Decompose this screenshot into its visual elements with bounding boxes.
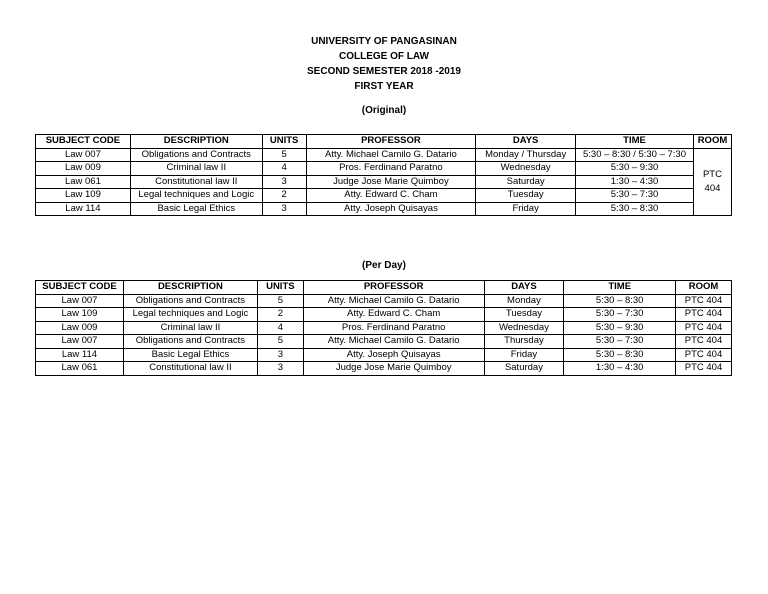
table-cell: PTC 404 — [676, 348, 732, 362]
table-cell: Monday / Thursday — [476, 148, 576, 162]
room-line: 404 — [704, 182, 721, 194]
column-header: UNITS — [257, 281, 303, 295]
column-header: ROOM — [676, 281, 732, 295]
table-cell: Tuesday — [476, 189, 576, 203]
original-label: (Original) — [361, 105, 407, 116]
table-cell: 4 — [257, 321, 303, 335]
table-cell: Judge Jose Marie Quimboy — [306, 175, 476, 189]
table-cell: 5:30 – 7:30 — [564, 335, 676, 349]
table-cell: Law 007 — [36, 294, 124, 308]
table-cell: Atty. Joseph Quisayas — [306, 202, 476, 216]
table-cell: Law 061 — [36, 175, 131, 189]
table-cell: Atty. Michael Camilo G. Datario — [303, 335, 484, 349]
table-cell: Atty. Edward C. Cham — [306, 189, 476, 203]
university-name: UNIVERSITY OF PANGASINAN — [311, 36, 457, 47]
per-day-schedule-table — [35, 280, 732, 376]
table-cell: Law 109 — [36, 308, 124, 322]
table-cell: Obligations and Contracts — [123, 294, 257, 308]
table-cell: 3 — [262, 202, 306, 216]
table-cell: Constitutional law II — [123, 362, 257, 376]
table-cell: 5:30 – 8:30 — [564, 294, 676, 308]
table-row — [36, 335, 732, 349]
table-cell: Basic Legal Ethics — [123, 348, 257, 362]
table-cell: Saturday — [484, 362, 564, 376]
table-row — [36, 348, 732, 362]
table-row — [36, 202, 732, 216]
table-row — [36, 162, 732, 176]
table-cell: 5:30 – 9:30 — [564, 321, 676, 335]
table-cell: 1:30 – 4:30 — [564, 362, 676, 376]
table-cell: Law 009 — [36, 162, 131, 176]
table-cell: 5 — [257, 335, 303, 349]
table-cell: 3 — [262, 175, 306, 189]
table-cell: PTC 404 — [676, 308, 732, 322]
table-cell: Judge Jose Marie Quimboy — [303, 362, 484, 376]
table-cell: Basic Legal Ethics — [130, 202, 262, 216]
original-schedule-table — [35, 134, 732, 216]
table-row — [36, 175, 732, 189]
table-row — [36, 321, 732, 335]
table-cell: 5:30 – 8:30 — [564, 348, 676, 362]
column-header: PROFESSOR — [303, 281, 484, 295]
table-cell: Wednesday — [476, 162, 576, 176]
table-cell: Constitutional law II — [130, 175, 262, 189]
table-row — [36, 294, 732, 308]
table-cell: 5:30 – 8:30 / 5:30 – 7:30 — [576, 148, 694, 162]
table-cell: Law 007 — [36, 148, 131, 162]
table-cell: 2 — [262, 189, 306, 203]
table-cell: PTC 404 — [676, 321, 732, 335]
table-cell: Pros. Ferdinand Paratno — [303, 321, 484, 335]
column-header: TIME — [576, 135, 694, 149]
table-cell: Tuesday — [484, 308, 564, 322]
room-line: PTC — [702, 168, 722, 180]
table-cell: 1:30 – 4:30 — [576, 175, 694, 189]
table-cell: Atty. Michael Camilo G. Datario — [306, 148, 476, 162]
document-header — [0, 34, 768, 94]
table-row — [36, 362, 732, 376]
column-header: ROOM — [693, 135, 731, 149]
table-cell: Friday — [476, 202, 576, 216]
table-row — [36, 148, 732, 162]
table-cell: 5:30 – 9:30 — [576, 162, 694, 176]
table-cell: Pros. Ferdinand Paratno — [306, 162, 476, 176]
table-cell: Atty. Joseph Quisayas — [303, 348, 484, 362]
table-cell: Law 109 — [36, 189, 131, 203]
column-header: DAYS — [476, 135, 576, 149]
table-cell: Legal techniques and Logic — [130, 189, 262, 203]
table-cell: Criminal law II — [123, 321, 257, 335]
table-cell: Thursday — [484, 335, 564, 349]
college-name: COLLEGE OF LAW — [339, 51, 429, 62]
table-cell: Monday — [484, 294, 564, 308]
column-header: DAYS — [484, 281, 564, 295]
table-cell: Law 007 — [36, 335, 124, 349]
table-cell: 5:30 – 7:30 — [576, 189, 694, 203]
table-cell: Obligations and Contracts — [123, 335, 257, 349]
table-cell: 2 — [257, 308, 303, 322]
table-cell: PTC 404 — [676, 294, 732, 308]
table-cell: 5:30 – 7:30 — [564, 308, 676, 322]
table-row — [36, 189, 732, 203]
table-cell: 5:30 – 8:30 — [576, 202, 694, 216]
table-cell: Criminal law II — [130, 162, 262, 176]
column-header: DESCRIPTION — [130, 135, 262, 149]
table-cell: Friday — [484, 348, 564, 362]
table-cell: PTC 404 — [676, 362, 732, 376]
table-cell: Law 114 — [36, 202, 131, 216]
year-level: FIRST YEAR — [354, 81, 414, 92]
column-header: PROFESSOR — [306, 135, 476, 149]
table-header-row — [36, 281, 732, 295]
table-cell: 3 — [257, 348, 303, 362]
table-cell: Law 009 — [36, 321, 124, 335]
table-cell: 3 — [257, 362, 303, 376]
table-cell: Atty. Edward C. Cham — [303, 308, 484, 322]
table-cell: PTC 404 — [676, 335, 732, 349]
table-cell: Saturday — [476, 175, 576, 189]
column-header: SUBJECT CODE — [36, 281, 124, 295]
column-header: TIME — [564, 281, 676, 295]
room-cell — [693, 148, 731, 216]
table-cell: Obligations and Contracts — [130, 148, 262, 162]
per-day-label: (Per Day) — [362, 260, 406, 271]
table-cell: 4 — [262, 162, 306, 176]
column-header: DESCRIPTION — [123, 281, 257, 295]
table-cell: 5 — [257, 294, 303, 308]
column-header: SUBJECT CODE — [36, 135, 131, 149]
semester-title: SECOND SEMESTER 2018 -2019 — [307, 66, 461, 77]
column-header: UNITS — [262, 135, 306, 149]
table-row — [36, 308, 732, 322]
table-header-row — [36, 135, 732, 149]
table-cell: Legal techniques and Logic — [123, 308, 257, 322]
table-cell: Law 061 — [36, 362, 124, 376]
table-cell: Atty. Michael Camilo G. Datario — [303, 294, 484, 308]
table-cell: Wednesday — [484, 321, 564, 335]
table-cell: Law 114 — [36, 348, 124, 362]
table-cell: 5 — [262, 148, 306, 162]
